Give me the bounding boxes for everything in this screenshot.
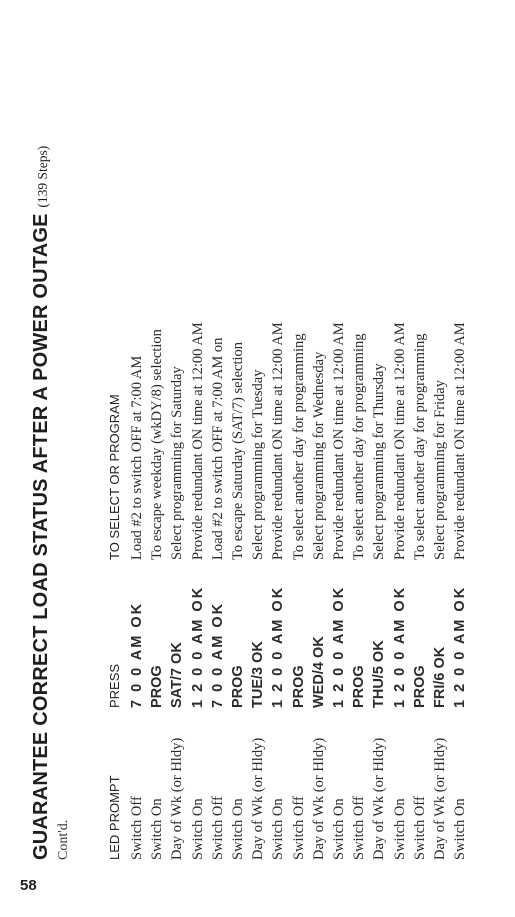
section-title: GUARANTEE CORRECT LOAD STATUS AFTER A POWER OUTAGE	[30, 213, 52, 860]
table-row	[369, 140, 389, 860]
action-cell: Select programming for Saturday	[169, 366, 186, 560]
section-heading	[30, 146, 53, 860]
action-cell: To select another day for programming	[351, 333, 368, 560]
led-prompt-cell: Day of Wk (or Hldy)	[432, 737, 449, 860]
rotated-content	[30, 70, 500, 860]
action-cell: Provide redundant ON time at 12:00 AM	[331, 322, 348, 560]
press-cell: SAT/7 OK	[169, 642, 186, 708]
table-row	[450, 140, 470, 860]
press-cell: 7 0 0 AM OK	[129, 601, 145, 708]
press-cell: 7 0 0 AM OK	[209, 601, 226, 708]
action-cell: Select programming for Wednesday	[310, 351, 327, 560]
press-cell: 1 2 0 0 AM OK	[452, 585, 469, 708]
action-cell: Provide redundant ON time at 12:00 AM	[391, 322, 408, 560]
press-cell: 1 2 0 0 AM OK	[391, 585, 408, 708]
table-row	[268, 140, 288, 860]
press-cell: THU/5 OK	[371, 640, 388, 708]
column-header-led-prompt: LED PROMPT	[107, 775, 123, 860]
table-row	[329, 140, 349, 860]
press-cell: 1 2 0 0 AM OK	[189, 585, 206, 708]
action-cell: Load #2 to switch OFF at 7:00 AM	[129, 355, 145, 560]
table-row	[167, 140, 187, 860]
action-cell: Provide redundant ON time at 12:00 AM	[452, 322, 469, 560]
table-row	[309, 140, 329, 860]
led-prompt-cell: Switch On	[331, 798, 348, 860]
table-row	[147, 140, 167, 860]
action-cell: Select programming for Friday	[432, 380, 449, 560]
press-cell: PROG	[411, 665, 428, 708]
table-body	[127, 140, 470, 860]
table-row	[289, 140, 309, 860]
led-prompt-cell: Switch On	[230, 798, 247, 860]
action-cell: To escape weekday (wkDY/8) selection	[149, 329, 166, 560]
press-cell: PROG	[290, 665, 307, 708]
led-prompt-cell: Day of Wk (or Hldy)	[250, 737, 267, 860]
action-cell: To select another day for programming	[290, 333, 307, 560]
action-cell: Provide redundant ON time at 12:00 AM	[189, 322, 206, 560]
led-prompt-cell: Switch Off	[129, 796, 145, 860]
column-header-action: TO SELECT OR PROGRAM	[107, 394, 123, 560]
press-cell: PROG	[351, 665, 368, 708]
table-row	[430, 140, 450, 860]
press-cell: PROG	[149, 665, 166, 708]
led-prompt-cell: Switch On	[270, 798, 287, 860]
press-cell: WED/4 OK	[310, 636, 327, 708]
press-cell: 1 2 0 0 AM OK	[331, 585, 348, 708]
led-prompt-cell: Day of Wk (or Hldy)	[371, 737, 388, 860]
led-prompt-cell: Switch On	[149, 798, 166, 860]
table-row	[208, 140, 228, 860]
action-cell: Select programming for Tuesday	[250, 369, 267, 560]
table-row	[188, 140, 208, 860]
press-cell: FRI/6 OK	[432, 646, 449, 708]
table-row	[349, 140, 369, 860]
action-cell: Provide redundant ON time at 12:00 AM	[270, 322, 287, 560]
led-prompt-cell: Switch Off	[411, 796, 428, 860]
led-prompt-cell: Day of Wk (or Hldy)	[169, 737, 186, 860]
section-subtitle: (139 Steps)	[35, 145, 50, 208]
led-prompt-cell: Day of Wk (or Hldy)	[310, 737, 327, 860]
table-row	[127, 140, 147, 860]
column-header-press: PRESS	[107, 663, 123, 708]
led-prompt-cell: Switch Off	[351, 796, 368, 860]
led-prompt-cell: Switch Off	[209, 796, 226, 860]
action-cell: Load #2 to switch OFF at 7:00 AM on	[209, 337, 226, 560]
continued-note: Cont'd.	[56, 819, 71, 860]
press-cell: TUE/3 OK	[250, 641, 267, 708]
led-prompt-cell: Switch Off	[290, 796, 307, 860]
page-number: 58	[20, 877, 37, 894]
table-header-row	[104, 140, 127, 860]
led-prompt-cell: Switch On	[452, 798, 469, 860]
action-cell: To escape Saturday (SAT/7) selection	[230, 341, 247, 560]
table-row	[390, 140, 410, 860]
table-row	[228, 140, 248, 860]
press-cell: PROG	[230, 665, 247, 708]
press-cell: 1 2 0 0 AM OK	[270, 585, 287, 708]
led-prompt-cell: Switch On	[189, 798, 206, 860]
action-cell: To select another day for programming	[411, 333, 428, 560]
table-row	[410, 140, 430, 860]
action-cell: Select programming for Thursday	[371, 363, 388, 560]
steps-table	[104, 140, 470, 860]
led-prompt-cell: Switch On	[391, 798, 408, 860]
table-row	[248, 140, 268, 860]
